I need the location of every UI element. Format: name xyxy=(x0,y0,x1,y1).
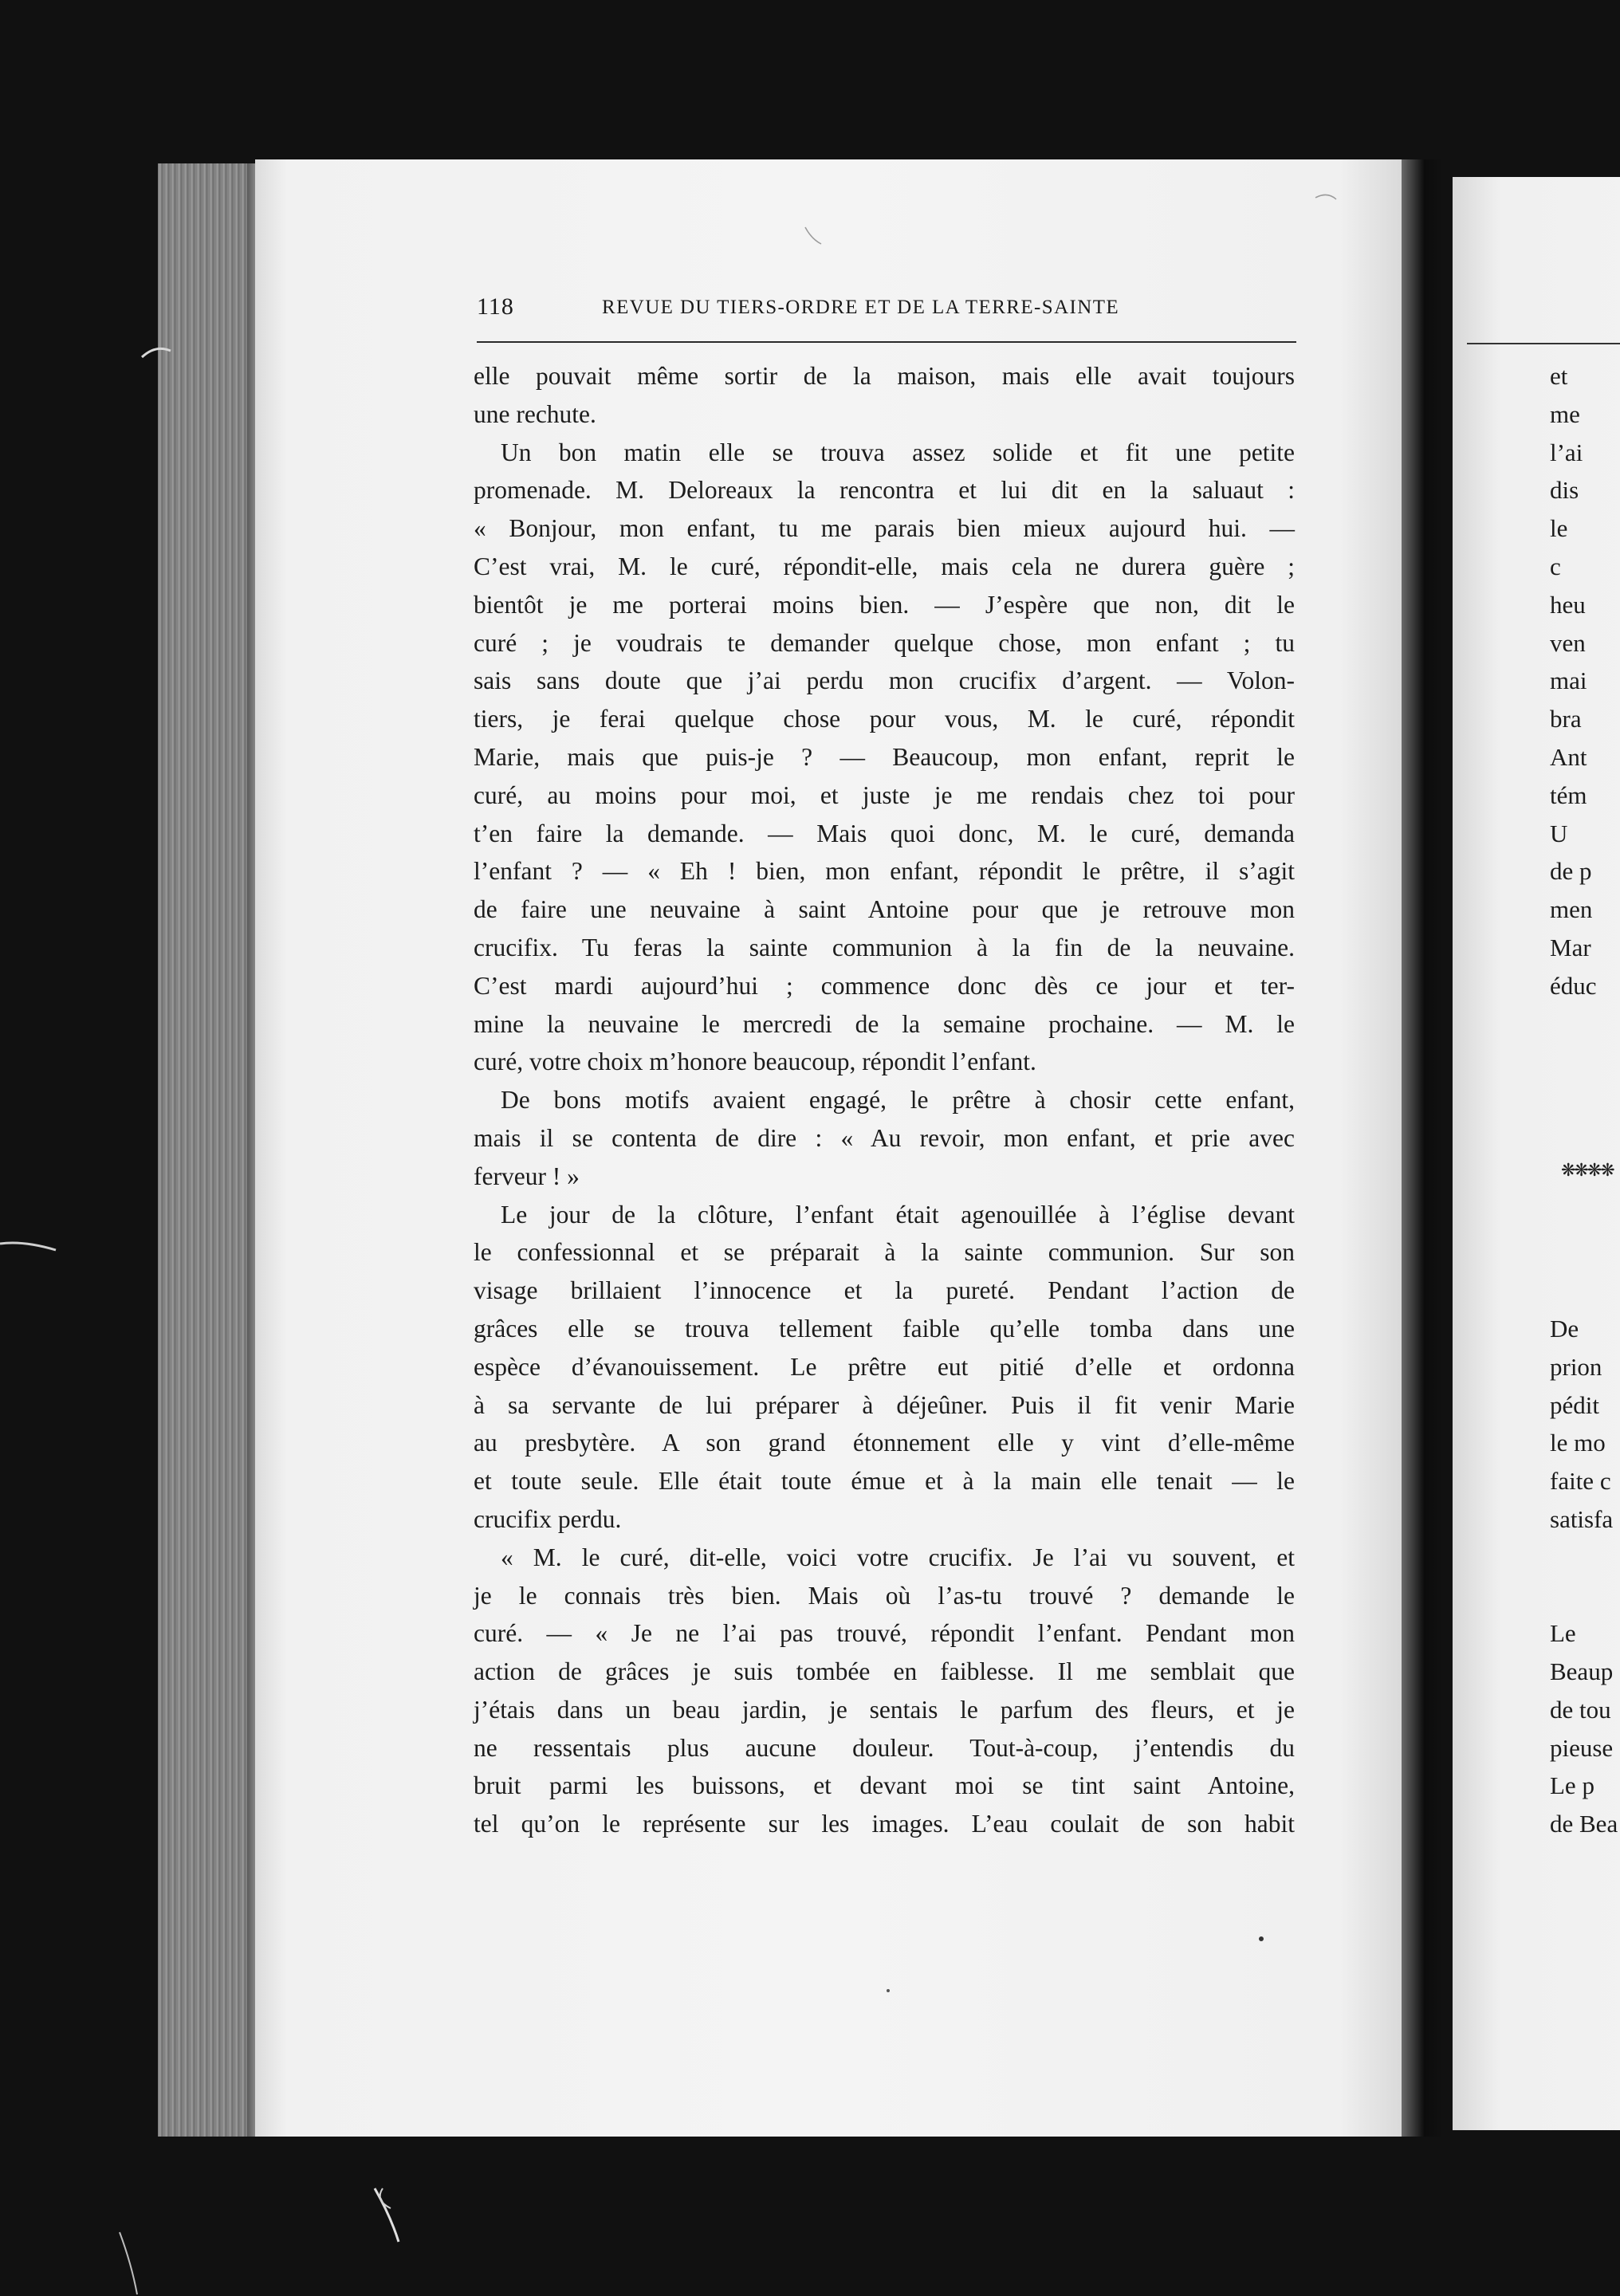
facing-line: Mar xyxy=(1550,933,1591,961)
text-line: action de grâces je suis tombée en faiblesse. Il me semblait que xyxy=(474,1657,1295,1686)
scratch-mark xyxy=(805,227,821,244)
text-line: De bons motifs avaient engagé, le prêtre à chosir cette enfant, xyxy=(501,1086,1295,1115)
scratch-mark xyxy=(380,2188,391,2208)
dust-speck xyxy=(887,1989,890,1992)
facing-line: Beaup xyxy=(1550,1657,1614,1686)
text-line: « M. le curé, dit-elle, voici votre crucifix. Je l’ai vu souvent, et xyxy=(501,1543,1295,1571)
text-line: j’étais dans un beau jardin, je sentais le parfum des fleurs, et je xyxy=(474,1695,1295,1724)
text-line: grâces elle se trouva tellement faible qu’elle tomba dans une xyxy=(474,1314,1295,1343)
facing-line: men xyxy=(1550,895,1593,924)
running-head: REVUE DU TIERS-ORDRE ET DE LA TERRE-SAINTE xyxy=(602,297,1120,318)
facing-line: Ant xyxy=(1550,742,1587,771)
text-line: le confessionnal et se préparait à la sainte communion. Sur son xyxy=(474,1238,1295,1267)
text-line: espèce d’évanouissement. Le prêtre eut pitié d’elle et ordonna xyxy=(474,1352,1295,1381)
facing-line: Le p xyxy=(1550,1771,1594,1800)
text-line: tel qu’on le représente sur les images. L’eau coulait de son habit xyxy=(474,1810,1295,1838)
facing-line: de Bea xyxy=(1550,1810,1618,1838)
facing-line: U xyxy=(1550,819,1568,847)
scratch-mark xyxy=(375,2188,399,2242)
facing-line: prion xyxy=(1550,1352,1602,1381)
text-line: ferveur ! » xyxy=(474,1162,580,1190)
text-line: Un bon matin elle se trouva assez solide et fit une petite xyxy=(501,438,1295,466)
facing-line: le mo xyxy=(1550,1429,1606,1457)
scratch-mark xyxy=(1315,195,1336,199)
text-line: curé, au moins pour moi, et juste je me rendais chez toi pour xyxy=(474,780,1295,809)
scratch-mark xyxy=(0,1243,56,1250)
text-line: mine la neuvaine le mercredi de la semaine prochaine. — M. le xyxy=(474,1009,1295,1038)
text-line: à sa servante de lui préparer à déjeûner. Puis il fit venir Marie xyxy=(474,1390,1295,1419)
text-line: promenade. M. Deloreaux la rencontra et lui dit en la saluaut : xyxy=(474,476,1295,505)
text-line: curé ; je voudrais te demander quelque chose, mon enfant ; tu xyxy=(474,628,1295,657)
text-line: tiers, je ferai quelque chose pour vous, M. le curé, répondit xyxy=(474,705,1295,733)
page-number: 118 xyxy=(477,293,514,320)
text-line: C’est vrai, M. le curé, répondit-elle, mais cela ne durera guère ; xyxy=(474,552,1295,580)
text-line: crucifix. Tu feras la sainte communion à la fin de la neuvaine. xyxy=(474,933,1295,961)
facing-line: faite c xyxy=(1550,1467,1611,1496)
text-line: bientôt je me porterai moins bien. — J’espère que non, dit le xyxy=(474,590,1295,619)
dust-speck xyxy=(1259,1936,1264,1941)
text-line: et toute seule. Elle était toute émue et à la main elle tenait — le xyxy=(474,1467,1295,1496)
facing-line: pédit xyxy=(1550,1390,1599,1419)
facing-line: pieuse xyxy=(1550,1733,1614,1762)
text-line: « Bonjour, mon enfant, tu me parais bien mieux aujourd hui. — xyxy=(474,514,1295,543)
text-line: au presbytère. A son grand étonnement elle y vint d’elle-même xyxy=(474,1429,1295,1457)
facing-line: tém xyxy=(1550,780,1587,809)
facing-line: ven xyxy=(1550,628,1586,657)
facing-line: de p xyxy=(1550,857,1592,886)
scratch-mark xyxy=(120,2232,137,2294)
facing-page-ornament: ❋❋❋❋ xyxy=(1561,1160,1614,1180)
text-line: visage brillaient l’innocence et la pureté. Pendant l’action de xyxy=(474,1276,1295,1305)
facing-line: me xyxy=(1550,399,1580,428)
text-line: l’enfant ? — « Eh ! bien, mon enfant, répondit le prêtre, il s’agit xyxy=(474,857,1295,886)
text-line: crucifix perdu. xyxy=(474,1504,622,1533)
facing-line: de tou xyxy=(1550,1695,1611,1724)
text-line: Marie, mais que puis-je ? — Beaucoup, mon enfant, reprit le xyxy=(474,742,1295,771)
text-line: elle pouvait même sortir de la maison, mais elle avait toujours xyxy=(474,362,1295,390)
facing-line: dis xyxy=(1550,476,1579,505)
text-line: curé. — « Je ne l’ai pas trouvé, répondit l’enfant. Pendant mon xyxy=(474,1619,1295,1648)
scratch-mark xyxy=(142,348,171,357)
facing-line: l’ai xyxy=(1550,438,1583,466)
facing-line: heu xyxy=(1550,590,1586,619)
facing-line: le xyxy=(1550,514,1568,543)
text-line: curé, votre choix m’honore beaucoup, répondit l’enfant. xyxy=(474,1048,1036,1076)
facing-line: De xyxy=(1550,1314,1579,1343)
text-line: de faire une neuvaine à saint Antoine pour que je retrouve mon xyxy=(474,895,1295,924)
text-line: une rechute. xyxy=(474,399,596,428)
facing-line: mai xyxy=(1550,666,1587,695)
text-line: sais sans doute que j’ai perdu mon crucifix d’argent. — Volon- xyxy=(474,666,1295,695)
text-line: t’en faire la demande. — Mais quoi donc, M. le curé, demanda xyxy=(474,819,1295,847)
facing-line: bra xyxy=(1550,705,1582,733)
text-line: ne ressentais plus aucune douleur. Tout-à-coup, j’entendis du xyxy=(474,1733,1295,1762)
facing-line: satisfa xyxy=(1550,1504,1614,1533)
text-line: mais il se contenta de dire : « Au revoir, mon enfant, et prie avec xyxy=(474,1123,1295,1152)
facing-line: Le xyxy=(1550,1619,1576,1648)
facing-line: c xyxy=(1550,552,1561,580)
text-line: Le jour de la clôture, l’enfant était agenouillée à l’église devant xyxy=(501,1200,1295,1229)
text-line: C’est mardi aujourd’hui ; commence donc dès ce jour et ter- xyxy=(474,971,1295,1000)
text-line: bruit parmi les buissons, et devant moi se tint saint Antoine, xyxy=(474,1771,1295,1800)
facing-line: éduc xyxy=(1550,971,1597,1000)
text-line: je le connais très bien. Mais où l’as-tu trouvé ? demande le xyxy=(474,1581,1295,1610)
facing-line: et xyxy=(1550,362,1568,390)
